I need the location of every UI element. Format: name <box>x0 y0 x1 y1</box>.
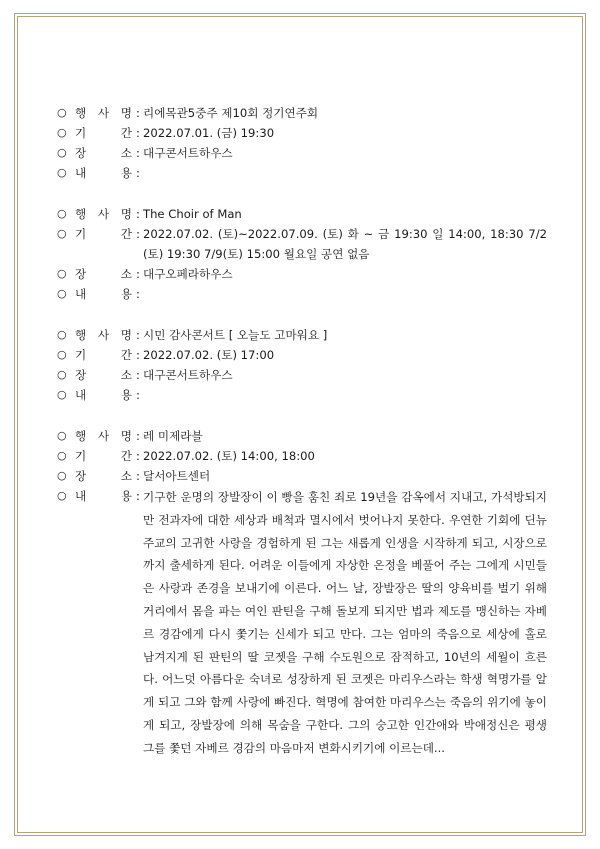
event-content: 기구한 운명의 장발장이 이 빵을 훔친 죄로 19년을 감옥에서 지내고, 가석방되지만 전과자에 대한 세상과 배척과 멸시에서 벗어나지 못한다. 우연한 기회에 딘뉴 주교의 고귀한 사랑을 경험하게 된 그는 새롭게 인생을 시작하게 되고, 시장으로까지 출세하게 된다. 어려운 이들에게 자상한 온정을 베풀어 주는 그에게 시민들은 사랑과 존경을 보내기에 이른다. 어느 날, 장발장은 딸의 양육비를 벌기 위해 거리에서 몸을 파는 여인 판틴을 구해 돌보게 되지만 법과 제도를 맹신하는 자베르 경감에게 다시 쫓기는 신세가 되고 만다. 그는 엄마의 죽음으로 세상에 홀로 남겨지게 된 판틴의 딸 코젯을 구해 수도원으로 잠적하고, 10년의 세월이 흐른다. 어느덧 아름다운 숙녀로 성장하게 된 코젯은 마리우스라는 학생 혁명가를 알게 되고 그와 함께 사랑에 빠진다. 혁명에 참여한 마리우스는 죽음의 위기에 놓이게 되고, 장발장에 의해 목숨을 구한다. 그의 숭고한 인간애와 박애정신은 평생 그를 쫓던 자베르 경감의 마음마저 변화시키기에 이르는데... <box>143 490 547 755</box>
label-venue: 장 소 <box>75 267 132 281</box>
colon: : <box>136 469 140 483</box>
bullet-icon: ○ <box>57 348 67 361</box>
event-venue: 대구콘서트하우스 <box>143 146 233 160</box>
bullet-icon: ○ <box>57 469 67 482</box>
label-name: 행 사 명 <box>75 207 132 221</box>
label-period: 기 간 <box>75 227 132 241</box>
colon: : <box>136 227 140 241</box>
colon: : <box>136 146 140 160</box>
bullet-icon: ○ <box>57 166 67 179</box>
colon: : <box>136 287 140 301</box>
label-content: 내 용 <box>75 489 132 503</box>
bullet-icon: ○ <box>57 489 67 502</box>
colon: : <box>136 368 140 382</box>
event-name: 시민 감사콘서트 [ 오늘도 고마워요 ] <box>143 328 328 342</box>
label-venue: 장 소 <box>75 368 132 382</box>
bullet-icon: ○ <box>57 146 67 159</box>
label-name: 행 사 명 <box>75 429 132 443</box>
event-period: 2022.07.02. (토)~2022.07.09. (토) 화 ~ 금 19:30 일 14:00, 18:30 7/2 (토) 19:30 7/9(토) 15:00 월요일 공연 없음 <box>143 227 547 261</box>
colon: : <box>136 126 140 140</box>
event-venue: 대구오페라하우스 <box>143 267 233 281</box>
event-venue-row <box>57 365 547 385</box>
bullet-icon: ○ <box>57 287 67 300</box>
bullet-icon: ○ <box>57 368 67 381</box>
event-name-row <box>57 103 547 123</box>
colon: : <box>136 328 140 342</box>
event-content-row <box>57 284 547 304</box>
label-period: 기 간 <box>75 126 132 140</box>
bullet-icon: ○ <box>57 449 67 462</box>
bullet-icon: ○ <box>57 328 67 341</box>
colon: : <box>136 348 140 362</box>
event-venue: 달서아트센터 <box>143 469 211 483</box>
event-name: 레 미제라블 <box>143 429 203 443</box>
colon: : <box>136 166 140 180</box>
bullet-icon: ○ <box>57 207 67 220</box>
event-2 <box>57 204 547 304</box>
event-venue-row <box>57 466 547 486</box>
event-period: 2022.07.02. (토) 17:00 <box>143 348 275 362</box>
colon: : <box>136 449 140 463</box>
event-name-row <box>57 426 547 446</box>
label-name: 행 사 명 <box>75 328 132 342</box>
label-period: 기 간 <box>75 348 132 362</box>
event-name-row <box>57 204 547 224</box>
event-name: 리에목관5중주 제10회 정기연주회 <box>143 106 319 120</box>
event-name-row <box>57 325 547 345</box>
label-content: 내 용 <box>75 388 132 402</box>
colon: : <box>136 267 140 281</box>
label-venue: 장 소 <box>75 146 132 160</box>
label-name: 행 사 명 <box>75 106 132 120</box>
event-period-row <box>57 123 547 143</box>
event-3 <box>57 325 547 405</box>
event-1 <box>57 103 547 183</box>
label-venue: 장 소 <box>75 469 132 483</box>
event-period-row <box>57 224 547 264</box>
event-venue-row <box>57 143 547 163</box>
event-list <box>57 103 547 781</box>
bullet-icon: ○ <box>57 227 67 240</box>
bullet-icon: ○ <box>57 429 67 442</box>
event-4 <box>57 426 547 760</box>
colon: : <box>136 388 140 402</box>
label-period: 기 간 <box>75 449 132 463</box>
colon: : <box>136 489 140 503</box>
event-name: The Choir of Man <box>143 207 242 221</box>
event-venue-row <box>57 264 547 284</box>
event-period-row <box>57 446 547 466</box>
event-period: 2022.07.01. (금) 19:30 <box>143 126 275 140</box>
colon: : <box>136 207 140 221</box>
colon: : <box>136 106 140 120</box>
event-venue: 대구콘서트하우스 <box>143 368 233 382</box>
bullet-icon: ○ <box>57 126 67 139</box>
event-period: 2022.07.02. (토) 14:00, 18:00 <box>143 449 315 463</box>
event-content-row <box>57 163 547 183</box>
bullet-icon: ○ <box>57 388 67 401</box>
event-period-row <box>57 345 547 365</box>
bullet-icon: ○ <box>57 106 67 119</box>
bullet-icon: ○ <box>57 267 67 280</box>
event-content-row <box>57 486 547 760</box>
colon: : <box>136 429 140 443</box>
event-content-row <box>57 385 547 405</box>
label-content: 내 용 <box>75 166 132 180</box>
label-content: 내 용 <box>75 287 132 301</box>
